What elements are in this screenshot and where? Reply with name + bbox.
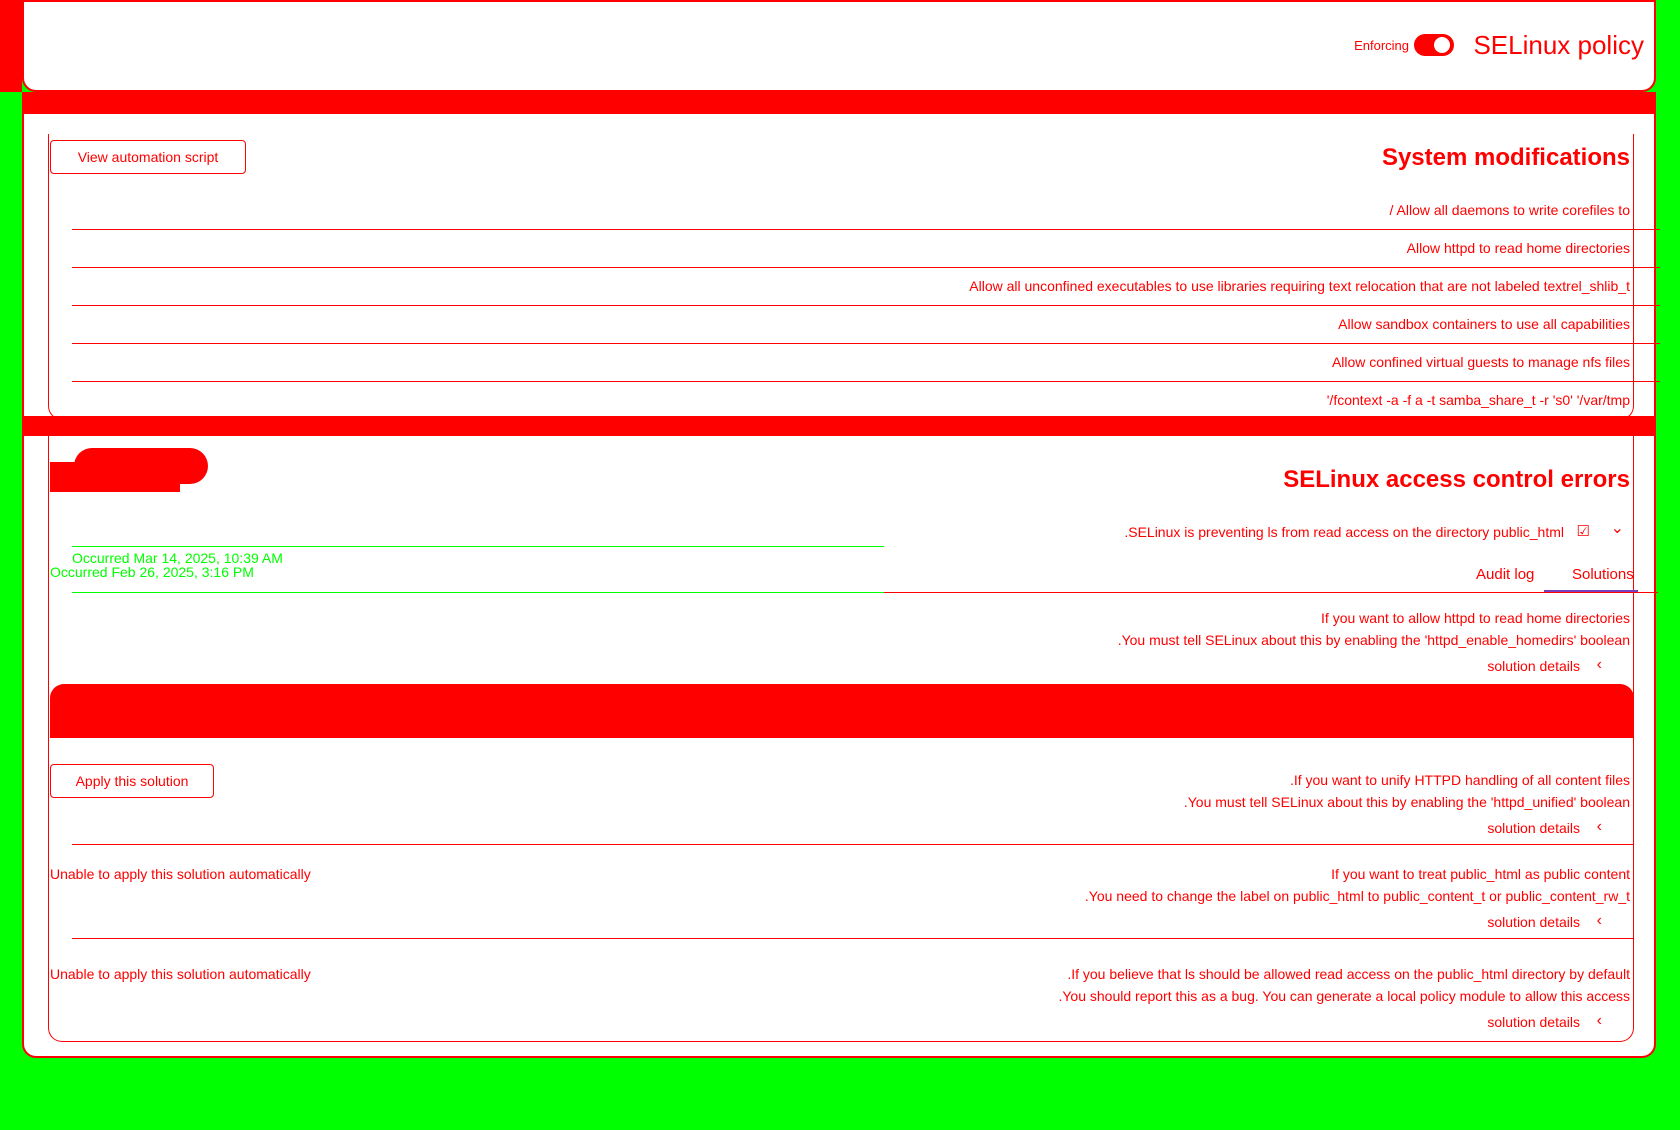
divider — [72, 229, 1660, 230]
chevron-left-icon[interactable]: ‹ — [1596, 1012, 1602, 1029]
status-badge-tail — [50, 462, 180, 492]
chevron-left-icon[interactable]: ‹ — [1596, 656, 1602, 673]
apply-solution-button[interactable]: Apply this solution — [50, 764, 214, 798]
left-edge-strip — [0, 0, 22, 92]
solution-details-toggle[interactable]: solution details — [1487, 820, 1580, 836]
chevron-left-icon[interactable]: ‹ — [1596, 818, 1602, 835]
modification-item: '/fcontext -a -f a -t samba_share_t -r 's0' '/var/tmp — [1326, 392, 1630, 408]
solution-action-note: Unable to apply this solution automatically — [50, 966, 311, 982]
section-bar-1 — [22, 92, 1656, 114]
solution-description: .You need to change the label on public_html to public_content_t or public_content_rw_t — [1084, 888, 1630, 904]
alert-text: .SELinux is preventing ls from read access on the directory public_html — [1124, 524, 1564, 540]
solution-details-toggle[interactable]: solution details — [1487, 914, 1580, 930]
errors-title: SELinux access control errors — [1283, 466, 1630, 493]
solution-title: If you want to allow httpd to read home directories — [1321, 610, 1630, 626]
solution-description: .You must tell SELinux about this by enabling the 'httpd_enable_homedirs' boolean — [1117, 632, 1630, 648]
chevron-left-icon[interactable]: ‹ — [1596, 912, 1602, 929]
errors-panel — [22, 434, 1656, 1058]
modification-item: Allow all unconfined executables to use libraries requiring text relocation that are not labeled textrel_shlib_t — [969, 278, 1630, 294]
section-bar-2 — [22, 418, 1656, 434]
tabs-divider — [884, 592, 1658, 593]
occurrence-date: Occurred Feb 26, 2025, 3:16 PM — [50, 564, 254, 580]
solution-description: .You should report this as a bug. You can generate a local policy module to allow this access — [1058, 988, 1630, 1004]
solution-details-toggle[interactable]: solution details — [1487, 1014, 1580, 1030]
enforcing-toggle[interactable] — [1414, 34, 1454, 56]
modification-item: / Allow all daemons to write corefiles to — [1389, 202, 1630, 218]
page-title: SELinux policy — [1473, 30, 1644, 60]
solution-title: .If you want to unify HTTPD handling of all content files — [1289, 772, 1630, 788]
modifications-card — [48, 134, 1634, 420]
divider — [72, 267, 1660, 268]
modifications-title: System modifications — [1381, 144, 1630, 171]
occurrence-divider — [72, 546, 884, 547]
solution-details-toggle[interactable]: solution details — [1487, 658, 1580, 674]
divider — [72, 343, 1660, 344]
solution-title: .If you believe that ls should be allowed read access on the public_html directory by default — [1067, 966, 1630, 982]
divider — [72, 381, 1660, 382]
modification-item: Allow sandbox containers to use all capabilities — [1338, 316, 1630, 332]
occurrence-divider — [72, 592, 884, 593]
tab-audit-log[interactable]: Audit log — [1476, 566, 1535, 583]
solution-title: If you want to treat public_html as public content — [1331, 866, 1630, 882]
solution-action-note: Unable to apply this solution automatically — [50, 866, 311, 882]
divider — [72, 844, 1634, 845]
view-automation-script-button[interactable]: View automation script — [50, 140, 246, 174]
modifications-panel — [22, 112, 1656, 418]
alert-checkbox[interactable]: ☑ — [1576, 523, 1590, 540]
solution-description: .You must tell SELinux about this by enabling the 'httpd_unified' boolean — [1183, 794, 1630, 810]
modification-item: Allow httpd to read home directories — [1406, 240, 1630, 256]
divider — [72, 938, 1634, 939]
occurrence-date: Occurred Mar 14, 2025, 10:39 AM — [72, 550, 283, 566]
solution-highlight-block — [50, 684, 1634, 738]
enforcing-label: Enforcing — [1354, 38, 1409, 53]
divider — [72, 305, 1660, 306]
toggle-knob — [1434, 37, 1450, 53]
alert-expand-chevron-icon[interactable]: ⌄ — [1610, 520, 1624, 537]
tab-solutions[interactable]: Solutions — [1572, 566, 1634, 583]
header-panel — [22, 0, 1656, 92]
modification-item: Allow confined virtual guests to manage nfs files — [1331, 354, 1630, 370]
